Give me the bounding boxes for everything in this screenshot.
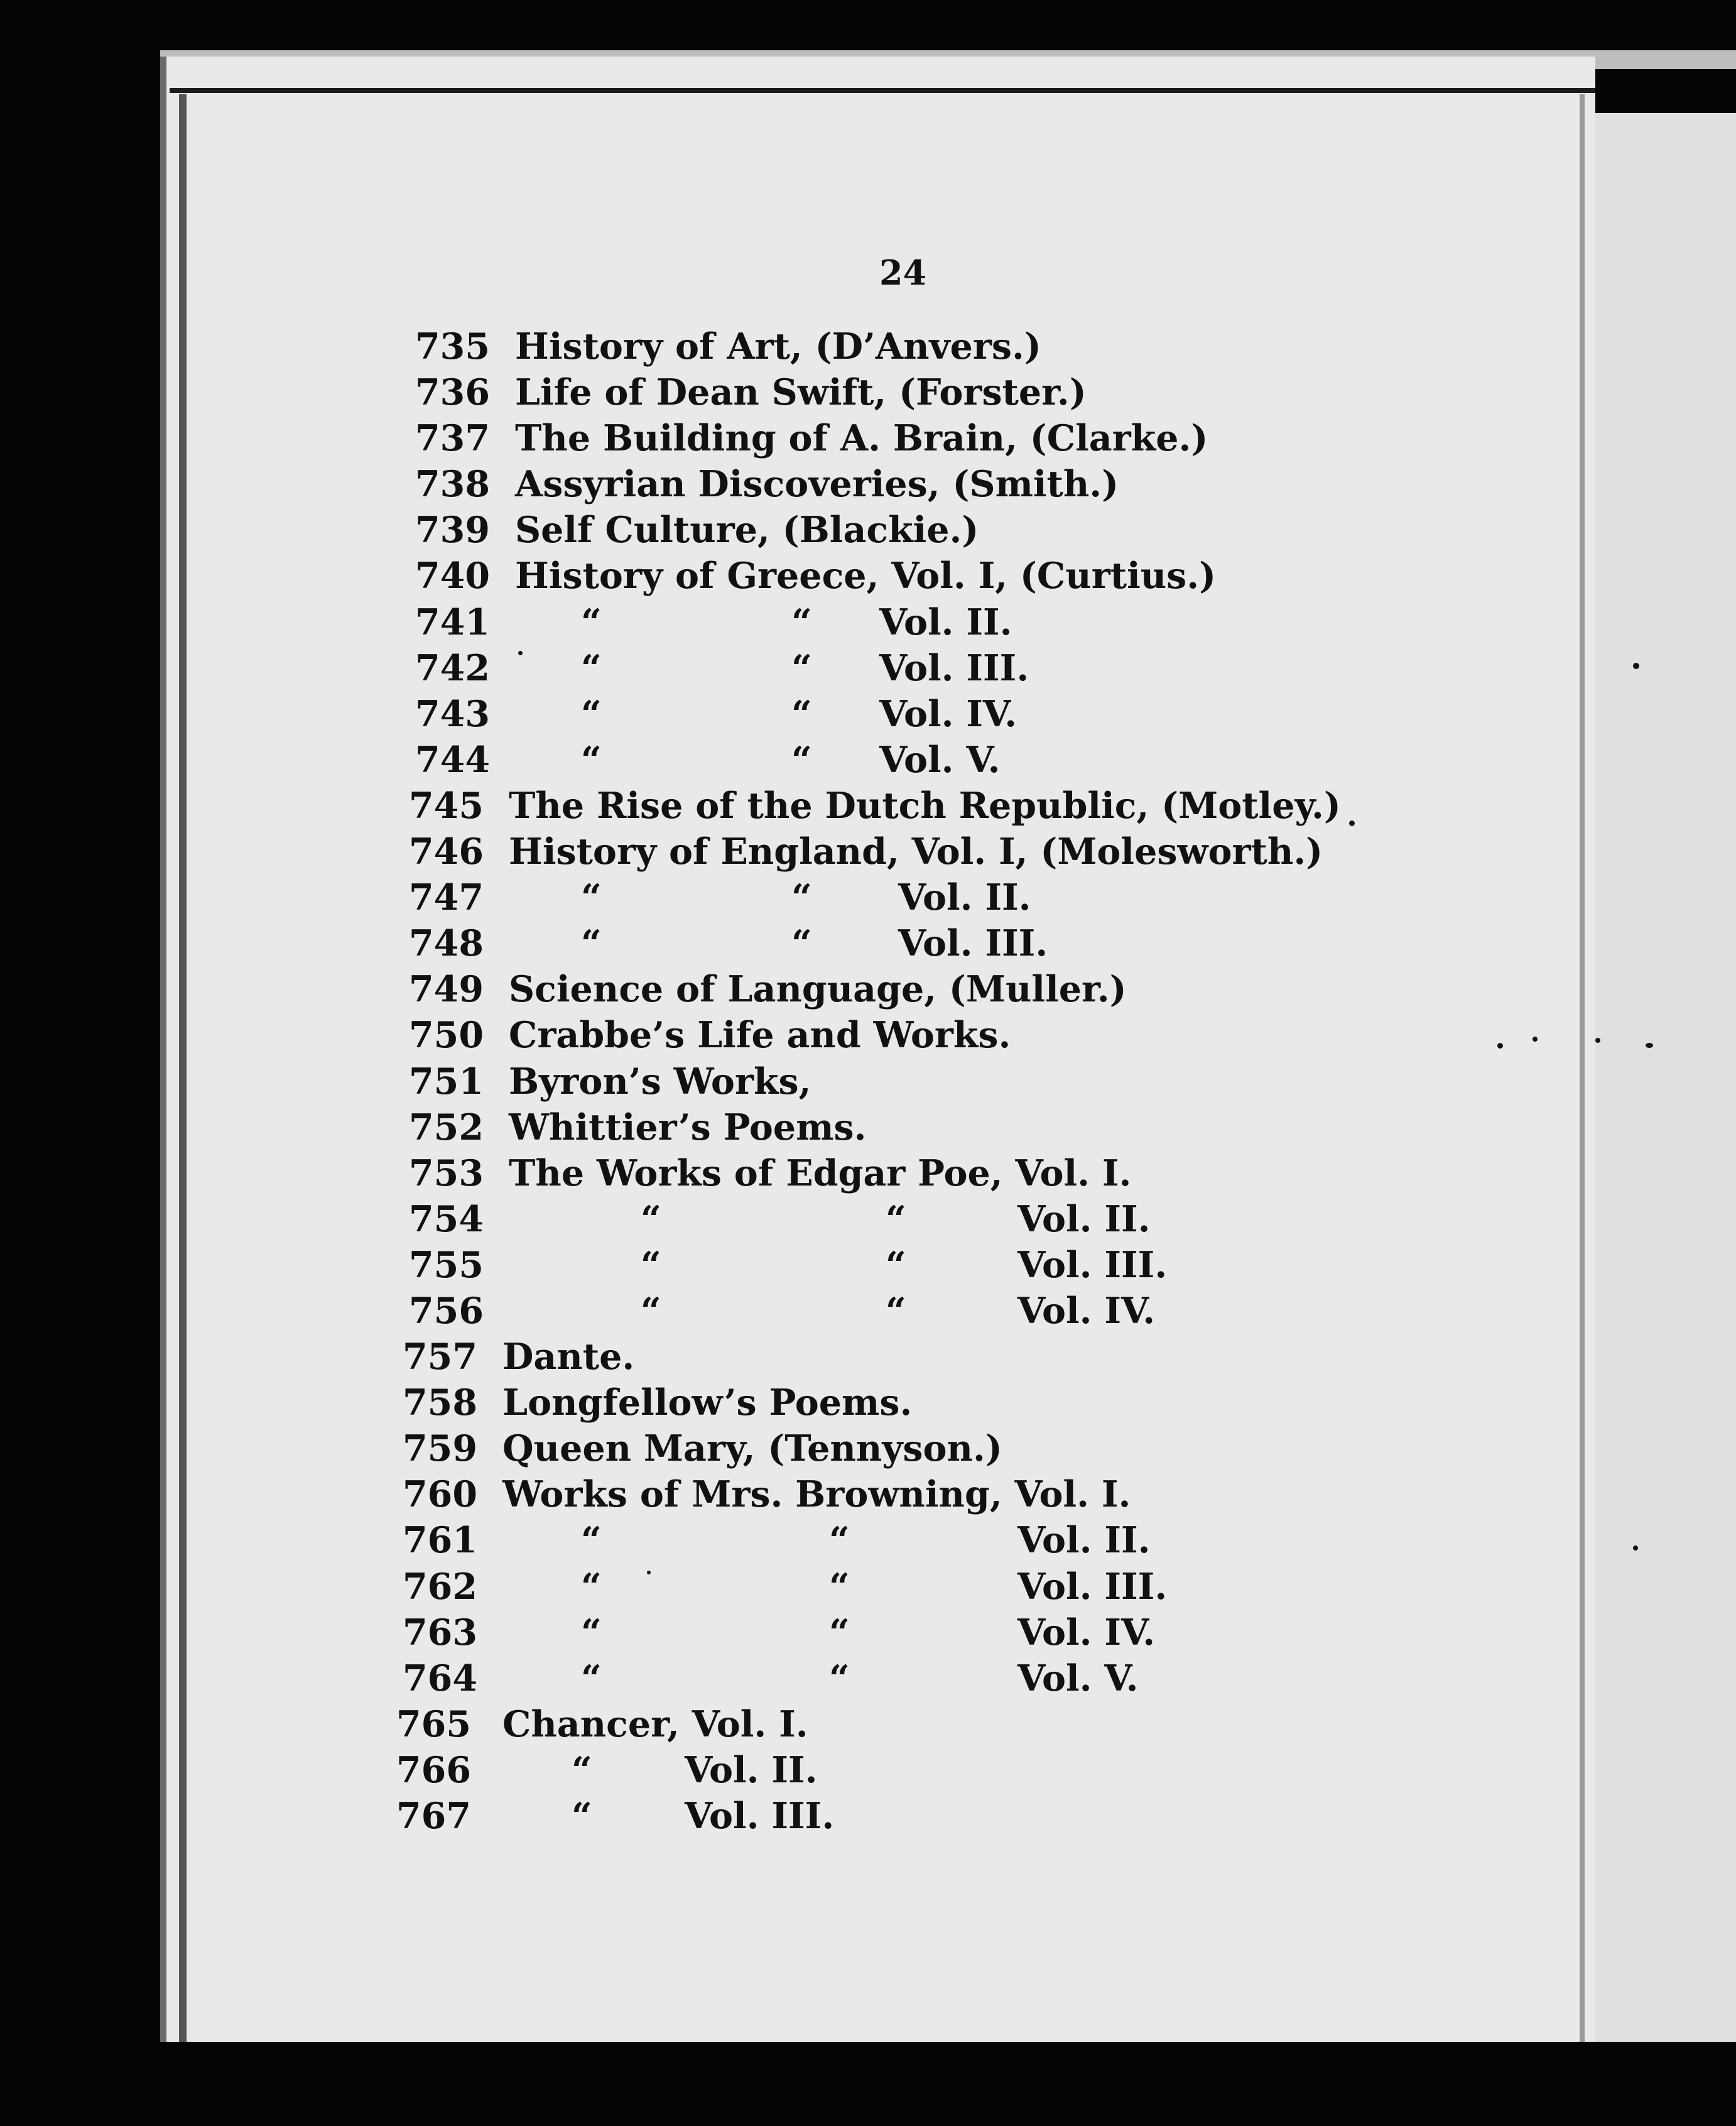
entry-title: Science of Language, (Muller.) xyxy=(509,968,1127,1011)
entry-title: Longfellow’s Poems. xyxy=(502,1382,913,1424)
catalog-entry xyxy=(402,1471,1533,1517)
catalog-entry xyxy=(402,645,1533,691)
entry-title: Chancer, Vol. I. xyxy=(502,1703,808,1745)
ditto-mark: “ xyxy=(641,1243,661,1286)
entry-title: The Rise of the Dutch Republic, (Motley.) xyxy=(509,784,1341,827)
catalog-entry xyxy=(402,1334,1533,1380)
entry-number: 743 xyxy=(415,692,490,735)
entry-number: 737 xyxy=(415,417,490,460)
catalog-entry xyxy=(402,415,1533,461)
ditto-mark: “ xyxy=(829,1657,850,1699)
entry-volume: Vol. III. xyxy=(1017,1565,1168,1608)
entry-number: 757 xyxy=(403,1336,477,1378)
entry-number: 764 xyxy=(403,1657,477,1699)
entry-number: 767 xyxy=(396,1795,471,1837)
catalog-entry xyxy=(402,920,1533,966)
ditto-mark: “ xyxy=(791,601,812,643)
ditto-mark: “ xyxy=(641,1289,661,1332)
catalog-entry xyxy=(402,1655,1533,1701)
entry-title: Dante. xyxy=(502,1336,635,1378)
entry-title: Byron’s Works, xyxy=(509,1060,811,1103)
ditto-mark: “ xyxy=(829,1565,850,1608)
catalog-entry xyxy=(396,1793,1533,1839)
entry-volume: Vol. II. xyxy=(898,876,1031,919)
entry-number: 765 xyxy=(396,1703,471,1745)
entry-title: The Works of Edgar Poe, Vol. I. xyxy=(509,1152,1132,1194)
catalog-entry xyxy=(402,1517,1533,1563)
entry-volume: Vol. IV. xyxy=(879,692,1017,735)
catalog-entry xyxy=(402,1426,1533,1471)
ink-speck xyxy=(1595,1038,1600,1043)
catalog-entry xyxy=(402,369,1533,415)
catalog-entry xyxy=(402,1059,1533,1104)
ditto-mark: “ xyxy=(581,1519,602,1562)
page-left-edge xyxy=(179,94,187,2042)
entry-volume: Vol. III. xyxy=(879,646,1029,689)
entry-volume: Vol. IV. xyxy=(1017,1289,1156,1332)
entry-volume: Vol. II. xyxy=(685,1748,818,1791)
entry-number: 748 xyxy=(409,922,484,965)
ditto-mark: “ xyxy=(886,1243,906,1286)
entry-title: Crabbe’s Life and Works. xyxy=(509,1014,1011,1057)
ink-speck xyxy=(1646,1043,1653,1048)
ditto-mark: “ xyxy=(581,876,602,919)
catalog-entry xyxy=(402,1610,1533,1655)
ink-speck xyxy=(647,1571,651,1574)
catalog-entry xyxy=(402,1564,1533,1610)
entry-title: The Building of A. Brain, (Clarke.) xyxy=(515,417,1208,460)
entry-volume: Vol. II. xyxy=(1017,1197,1151,1240)
entry-title: Assyrian Discoveries, (Smith.) xyxy=(515,463,1119,506)
ink-speck xyxy=(1533,1037,1538,1042)
entry-number: 744 xyxy=(415,738,490,781)
entry-number: 758 xyxy=(403,1382,477,1424)
ditto-mark: “ xyxy=(829,1611,850,1654)
catalog-entry xyxy=(396,1747,1533,1793)
ditto-mark: “ xyxy=(829,1519,850,1562)
ditto-mark: “ xyxy=(641,1197,661,1240)
ditto-mark: “ xyxy=(581,922,602,965)
catalog-entry xyxy=(402,461,1533,507)
entry-number: 762 xyxy=(403,1565,477,1608)
entry-number: 752 xyxy=(409,1106,484,1148)
entry-title: Life of Dean Swift, (Forster.) xyxy=(515,371,1087,414)
catalog-entry-list xyxy=(396,324,1533,1839)
entry-volume: Vol. II. xyxy=(879,601,1012,643)
entry-number: 756 xyxy=(409,1289,484,1332)
ink-speck xyxy=(1633,663,1639,669)
entry-number: 755 xyxy=(409,1243,484,1286)
entry-number: 742 xyxy=(415,646,490,689)
ink-speck xyxy=(518,651,523,655)
catalog-entry xyxy=(402,829,1533,875)
ditto-mark: “ xyxy=(572,1795,592,1837)
ink-speck xyxy=(1633,1545,1638,1551)
entry-number: 736 xyxy=(415,371,490,414)
catalog-entry xyxy=(402,599,1533,645)
ink-speck xyxy=(1349,820,1355,826)
page-number: 24 xyxy=(879,253,927,293)
ditto-mark: “ xyxy=(791,692,812,735)
facing-page-strip xyxy=(1595,113,1736,2042)
ditto-mark: “ xyxy=(791,646,812,689)
entry-title: Queen Mary, (Tennyson.) xyxy=(502,1427,1002,1470)
entry-number: 754 xyxy=(409,1197,484,1240)
ink-speck xyxy=(1497,1043,1503,1049)
entry-number: 761 xyxy=(403,1519,477,1562)
entry-number: 745 xyxy=(409,784,484,827)
catalog-entry xyxy=(402,1196,1533,1242)
entry-title: Self Culture, (Blackie.) xyxy=(515,509,979,552)
catalog-entry xyxy=(402,691,1533,737)
ditto-mark: “ xyxy=(581,1611,602,1654)
ditto-mark: “ xyxy=(581,1657,602,1699)
ditto-mark: “ xyxy=(581,692,602,735)
catalog-entry xyxy=(402,324,1533,369)
ditto-mark: “ xyxy=(886,1197,906,1240)
entry-number: 759 xyxy=(403,1427,477,1470)
entry-number: 760 xyxy=(403,1473,477,1516)
entry-volume: Vol. III. xyxy=(685,1795,835,1837)
entry-number: 766 xyxy=(396,1748,471,1791)
ditto-mark: “ xyxy=(581,601,602,643)
entry-number: 763 xyxy=(403,1611,477,1654)
page-right-edge xyxy=(1580,94,1585,2042)
catalog-entry xyxy=(402,783,1533,829)
entry-number: 750 xyxy=(409,1014,484,1057)
catalog-entry xyxy=(402,1242,1533,1288)
catalog-entry xyxy=(396,1701,1533,1747)
ditto-mark: “ xyxy=(791,876,812,919)
entry-number: 740 xyxy=(415,555,490,597)
catalog-entry xyxy=(402,875,1533,920)
catalog-entry xyxy=(402,1380,1533,1426)
ditto-mark: “ xyxy=(572,1748,592,1791)
catalog-entry xyxy=(402,507,1533,553)
entry-number: 753 xyxy=(409,1152,484,1194)
entry-number: 749 xyxy=(409,968,484,1011)
entry-volume: Vol. V. xyxy=(1017,1657,1139,1699)
entry-number: 751 xyxy=(409,1060,484,1103)
catalog-entry xyxy=(402,1104,1533,1150)
entry-volume: Vol. III. xyxy=(898,922,1048,965)
entry-title: Works of Mrs. Browning, Vol. I. xyxy=(502,1473,1131,1516)
entry-volume: Vol. IV. xyxy=(1017,1611,1156,1654)
ditto-mark: “ xyxy=(581,1565,602,1608)
ditto-mark: “ xyxy=(791,922,812,965)
entry-title: History of Greece, Vol. I, (Curtius.) xyxy=(515,555,1217,597)
catalog-entry xyxy=(402,1150,1533,1196)
entry-number: 739 xyxy=(415,509,490,552)
page-top-edge xyxy=(170,88,1595,93)
entry-volume: Vol. II. xyxy=(1017,1519,1151,1562)
entry-title: History of England, Vol. I, (Molesworth.) xyxy=(509,831,1323,873)
entry-number: 746 xyxy=(409,831,484,873)
ditto-mark: “ xyxy=(886,1289,906,1332)
entry-title: History of Art, (D’Anvers.) xyxy=(515,325,1041,368)
ditto-mark: “ xyxy=(581,738,602,781)
entry-volume: Vol. III. xyxy=(1017,1243,1168,1286)
catalog-entry xyxy=(402,737,1533,783)
catalog-entry xyxy=(402,1288,1533,1334)
entry-title: Whittier’s Poems. xyxy=(509,1106,867,1148)
catalog-entry xyxy=(402,966,1533,1012)
entry-number: 741 xyxy=(415,601,490,643)
entry-number: 738 xyxy=(415,463,490,506)
ditto-mark: “ xyxy=(791,738,812,781)
entry-number: 735 xyxy=(415,325,490,368)
catalog-entry xyxy=(402,1012,1533,1058)
ditto-mark: “ xyxy=(581,646,602,689)
catalog-entry xyxy=(402,553,1533,599)
entry-number: 747 xyxy=(409,876,484,919)
entry-volume: Vol. V. xyxy=(879,738,1001,781)
